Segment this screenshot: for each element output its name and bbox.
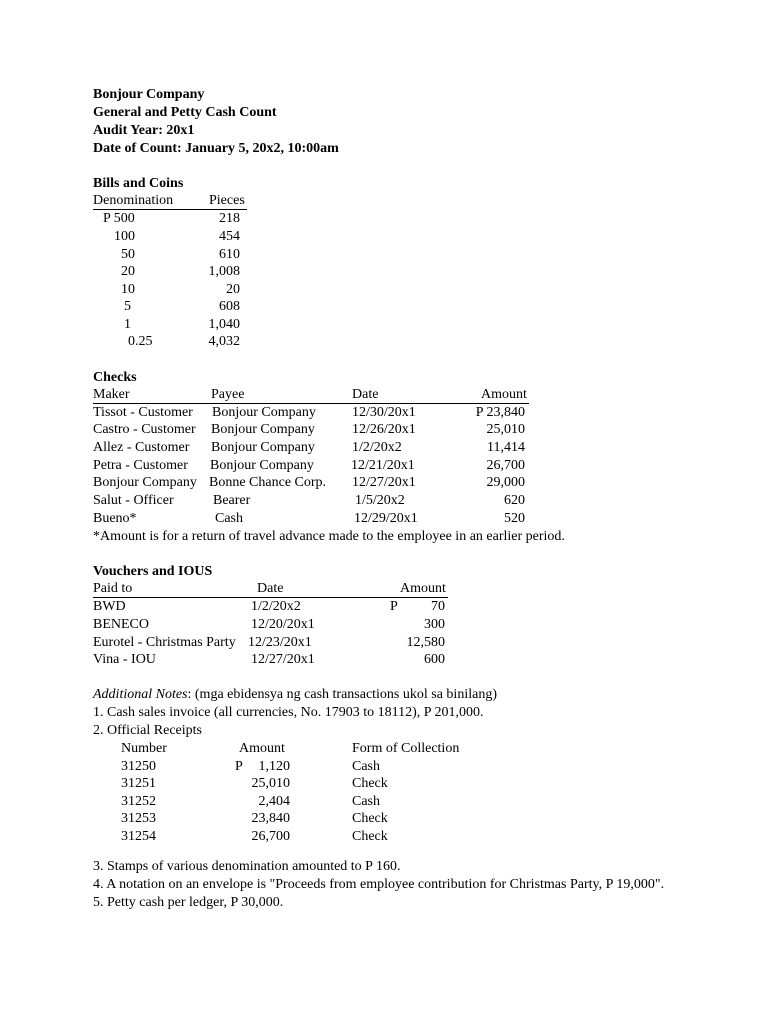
receipt-amount-header: Amount: [239, 741, 285, 756]
note-1: 1. Cash sales invoice (all currencies, No. 17903 to 18112), P 201,000.: [93, 705, 484, 720]
bills-header-row: [93, 192, 247, 210]
date-cell: 12/20/20x1: [251, 617, 315, 632]
receipt-amount-cell: 26,700: [251, 829, 290, 844]
denomination-cell: 1: [124, 317, 131, 332]
date-cell: 12/26/20x1: [352, 422, 416, 437]
date-cell: 12/21/20x1: [351, 458, 415, 473]
pieces-cell: 610: [219, 247, 240, 262]
pieces-cell: 20: [226, 282, 240, 297]
date-cell: 1/2/20x2: [352, 440, 402, 455]
receipt-amount-cell: 25,010: [251, 776, 290, 791]
payee-cell: Bonne Chance Corp.: [209, 475, 327, 490]
date-cell: 12/23/20x1: [248, 635, 312, 650]
pieces-header: Pieces: [209, 193, 245, 208]
vouchers-section-title: Vouchers and IOUS: [93, 564, 213, 579]
denomination-cell: P 500: [103, 211, 135, 226]
pieces-cell: 4,032: [208, 334, 240, 349]
denomination-cell: 5: [124, 299, 131, 314]
date-cell: 1/5/20x2: [355, 493, 405, 508]
currency-symbol: P: [390, 599, 398, 614]
maker-cell: Allez - Customer: [93, 440, 190, 455]
checks-section-title: Checks: [93, 370, 137, 385]
date-header: Date: [352, 387, 379, 402]
receipt-form-header: Form of Collection: [352, 741, 460, 756]
company-name: Bonjour Company: [93, 87, 205, 102]
amount-cell: 12,580: [406, 635, 445, 650]
payee-cell: Bonjour Company: [210, 458, 314, 473]
maker-cell: Bonjour Company: [93, 475, 197, 490]
payee-cell: Bonjour Company: [212, 405, 316, 420]
pieces-cell: 454: [219, 229, 240, 244]
denomination-cell: 100: [114, 229, 135, 244]
amount-cell: 600: [424, 652, 445, 667]
receipt-number-cell: 31253: [121, 811, 156, 826]
date-header: Date: [257, 581, 284, 596]
amount-cell: 520: [504, 511, 525, 526]
note-3: 3. Stamps of various denomination amounted to P 160.: [93, 859, 401, 874]
receipt-number-cell: 31250: [121, 759, 156, 774]
payee-cell: Cash: [215, 511, 243, 526]
amount-cell: 29,000: [486, 475, 525, 490]
vouchers-header-row: [93, 580, 448, 598]
payee-cell: Bonjour Company: [211, 422, 315, 437]
note-4: 4. A notation on an envelope is "Proceeds from employee contribution for Christmas Party, P 19,000".: [93, 877, 665, 892]
denomination-cell: 0.25: [128, 334, 153, 349]
receipt-form-cell: Cash: [352, 759, 380, 774]
date-cell: 12/30/20x1: [352, 405, 416, 420]
pieces-cell: 1,040: [208, 317, 240, 332]
denomination-cell: 10: [121, 282, 135, 297]
paid-to-cell: BWD: [93, 599, 126, 614]
document-title: General and Petty Cash Count: [93, 105, 277, 120]
amount-header: Amount: [400, 581, 446, 596]
amount-header: Amount: [481, 387, 527, 402]
amount-cell: 26,700: [486, 458, 525, 473]
receipt-number-cell: 31251: [121, 776, 156, 791]
checks-header-row: [93, 386, 529, 404]
maker-cell: Petra - Customer: [93, 458, 188, 473]
paid-to-cell: Vina - IOU: [93, 652, 156, 667]
payee-cell: Bearer: [213, 493, 251, 508]
paid-to-cell: BENECO: [93, 617, 149, 632]
receipt-number-cell: 31254: [121, 829, 156, 844]
paid-to-cell: Eurotel - Christmas Party: [93, 635, 236, 650]
amount-cell: 25,010: [486, 422, 525, 437]
date-of-count: Date of Count: January 5, 20x2, 10:00am: [93, 141, 339, 156]
receipt-amount-cell: 1,120: [258, 759, 290, 774]
checks-footnote: *Amount is for a return of travel advance made to the employee in an earlier period.: [93, 529, 565, 544]
amount-cell: 11,414: [487, 440, 525, 455]
maker-cell: Salut - Officer: [93, 493, 174, 508]
additional-notes-intro: : (mga ebidensya ng cash transactions ukol sa binilang): [187, 687, 497, 702]
additional-notes-label: Additional Notes: [93, 687, 188, 702]
paid-to-header: Paid to: [93, 581, 133, 596]
date-cell: 12/29/20x1: [354, 511, 418, 526]
denomination-cell: 50: [121, 247, 135, 262]
note-2: 2. Official Receipts: [93, 723, 202, 738]
maker-cell: Castro - Customer: [93, 422, 196, 437]
payee-cell: Bonjour Company: [211, 440, 315, 455]
receipt-form-cell: Check: [352, 829, 388, 844]
payee-header: Payee: [211, 387, 245, 402]
receipt-number-cell: 31252: [121, 794, 156, 809]
amount-cell: 70: [431, 599, 445, 614]
receipt-amount-cell: 23,840: [251, 811, 290, 826]
receipt-amount-cell: 2,404: [258, 794, 290, 809]
pieces-cell: 218: [219, 211, 240, 226]
maker-cell: Bueno*: [93, 511, 137, 526]
amount-cell: 620: [504, 493, 525, 508]
maker-header: Maker: [93, 387, 130, 402]
currency-symbol: P: [235, 759, 243, 774]
denomination-cell: 20: [121, 264, 135, 279]
denomination-header: Denomination: [93, 193, 174, 208]
maker-cell: Tissot - Customer: [93, 405, 193, 420]
receipt-form-cell: Check: [352, 776, 388, 791]
date-cell: 1/2/20x2: [251, 599, 301, 614]
bills-section-title: Bills and Coins: [93, 176, 184, 191]
pieces-cell: 608: [219, 299, 240, 314]
amount-cell: P 23,840: [475, 405, 525, 420]
date-cell: 12/27/20x1: [251, 652, 315, 667]
audit-year: Audit Year: 20x1: [93, 123, 195, 138]
amount-cell: 300: [424, 617, 445, 632]
date-cell: 12/27/20x1: [352, 475, 416, 490]
receipt-number-header: Number: [121, 741, 167, 756]
additional-notes-line: [93, 686, 497, 704]
pieces-cell: 1,008: [208, 264, 240, 279]
note-5: 5. Petty cash per ledger, P 30,000.: [93, 895, 284, 910]
receipt-form-cell: Cash: [352, 794, 380, 809]
receipt-form-cell: Check: [352, 811, 388, 826]
